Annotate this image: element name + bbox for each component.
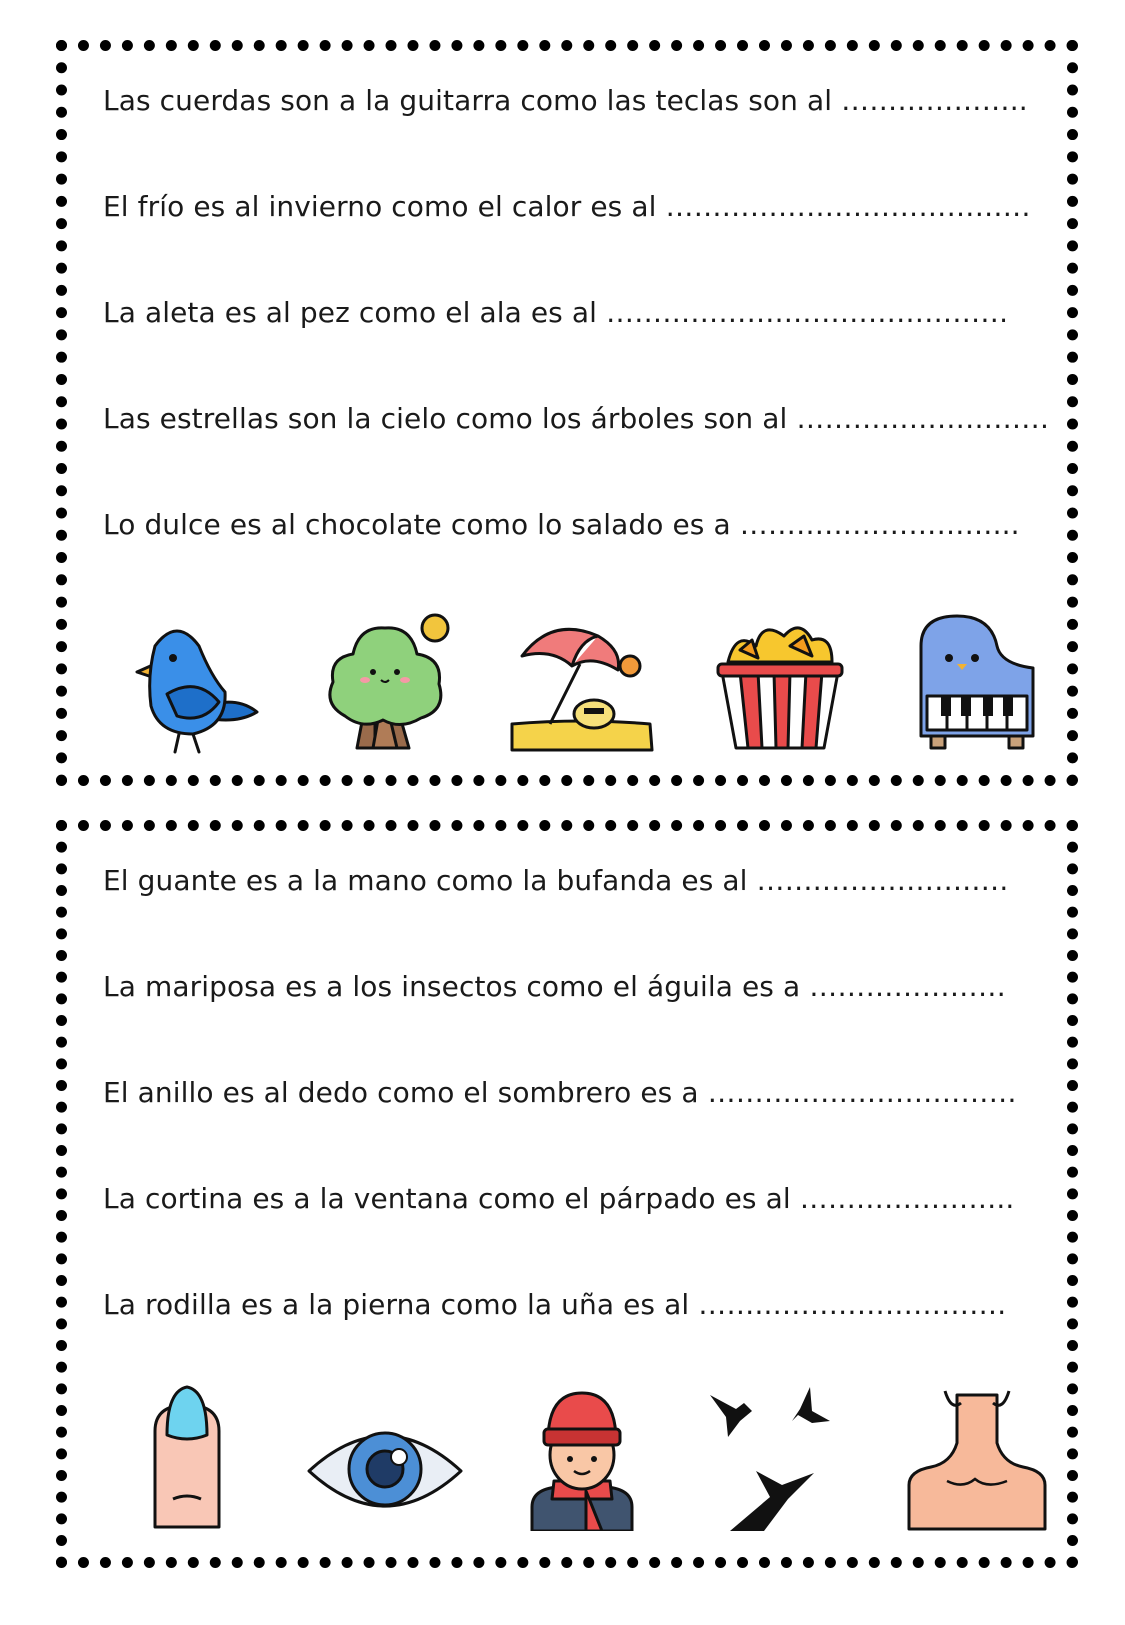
sentence-list bbox=[103, 863, 1057, 1393]
analogy-sentence: La cortina es a la ventana como el párpado es al ………………….. bbox=[103, 1182, 1015, 1215]
eye-icon bbox=[305, 1381, 465, 1531]
child-with-hat-icon bbox=[502, 1381, 662, 1531]
bird-icon bbox=[107, 606, 267, 756]
fingernail-icon bbox=[107, 1381, 267, 1531]
analogy-sentence: El frío es al invierno como el calor es al ………………………………… bbox=[103, 190, 1031, 223]
analogy-sentence: El anillo es al dedo como el sombrero es a …………………………… bbox=[103, 1076, 1017, 1109]
analogy-sentence: Las estrellas son la cielo como los árboles son al ……………………… bbox=[103, 402, 1050, 435]
sentence-list bbox=[103, 83, 1057, 613]
tree-icon bbox=[305, 606, 465, 756]
exercise-panel-1 bbox=[56, 40, 1078, 786]
beach-umbrella-icon bbox=[502, 606, 662, 756]
piano-icon bbox=[897, 606, 1057, 756]
analogy-sentence: La aleta es al pez como el ala es al ……………….…………………… bbox=[103, 296, 1009, 329]
analogy-sentence: La mariposa es a los insectos como el águila es a ………………… bbox=[103, 970, 1006, 1003]
analogy-sentence: Las cuerdas son a la guitarra como las teclas son al ……………….. bbox=[103, 84, 1028, 117]
answer-icons-row bbox=[107, 606, 1057, 756]
exercise-panel-2 bbox=[56, 820, 1078, 1568]
analogy-sentence: El guante es a la mano como la bufanda es al …….…………….…. bbox=[103, 864, 1009, 897]
analogy-sentence: La rodilla es a la pierna como la uña es al ……..……………………. bbox=[103, 1288, 1007, 1321]
popcorn-icon bbox=[700, 606, 860, 756]
analogy-sentence: Lo dulce es al chocolate como lo salado es a ………………………... bbox=[103, 508, 1020, 541]
answer-icons-row bbox=[107, 1381, 1057, 1531]
flying-birds-icon bbox=[700, 1381, 860, 1531]
neck-icon bbox=[897, 1381, 1057, 1531]
